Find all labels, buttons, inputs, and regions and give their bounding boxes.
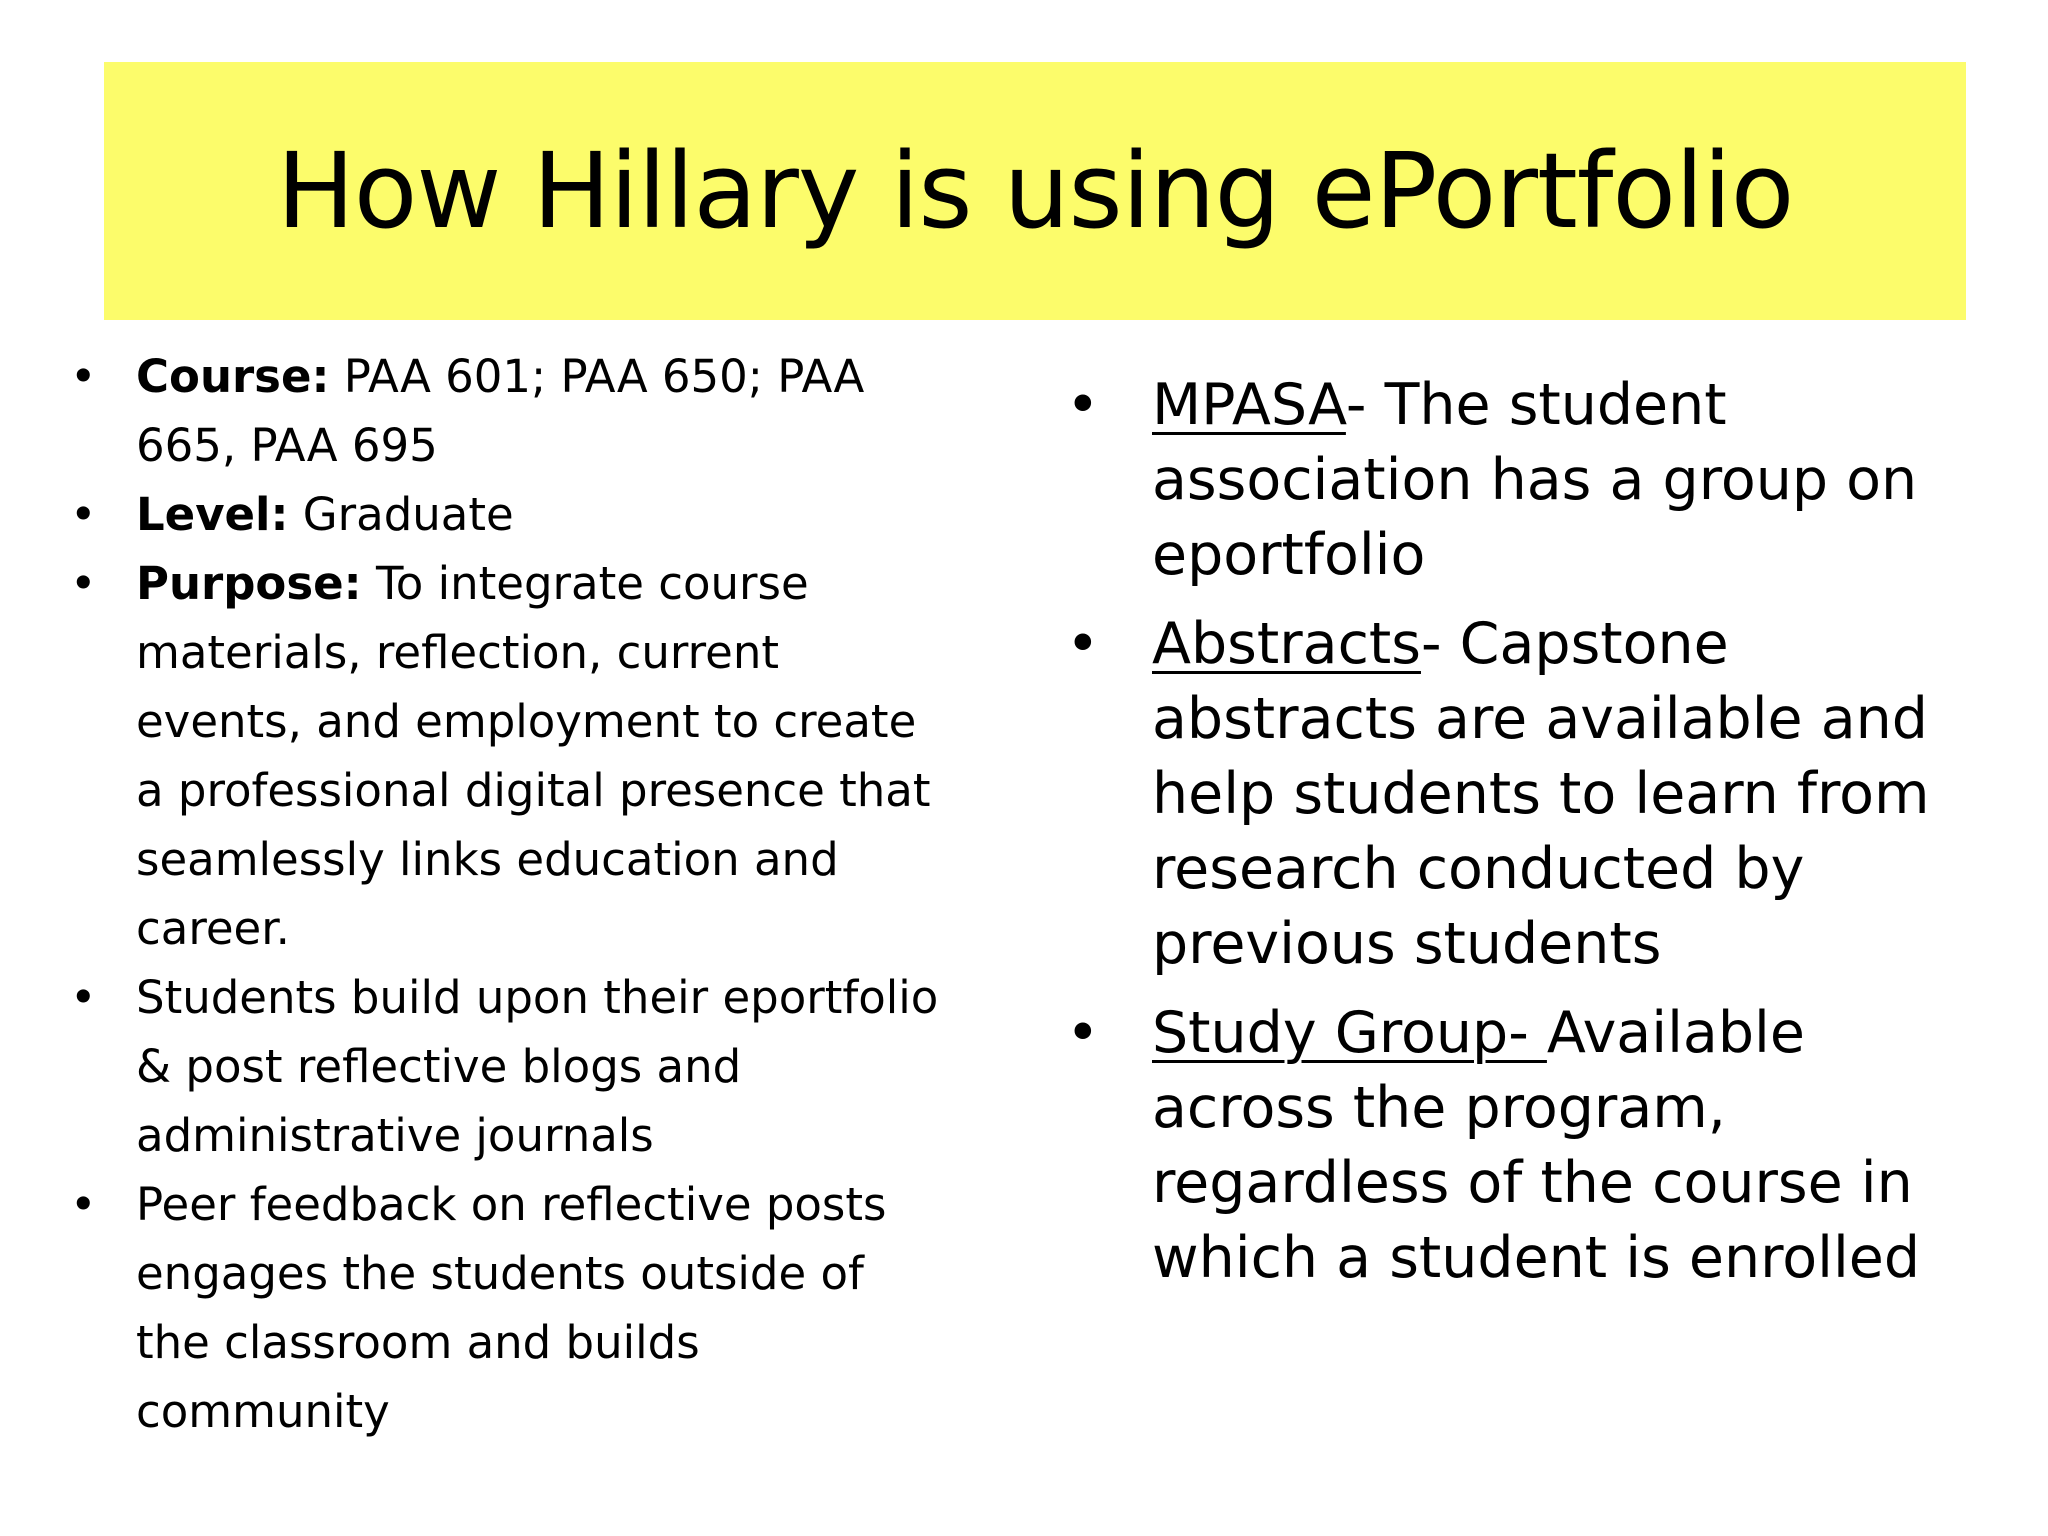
bullet-level (68, 480, 948, 549)
bullet-dot-icon: • (70, 971, 97, 1024)
mpasa-text: - The student association has a group on eportfolio (1152, 372, 1918, 588)
course-text: PAA 601; PAA 650; PAA 665, PAA 695 (136, 350, 865, 472)
students-build-text: Students build upon their eportfolio & post reflective blogs and administrative journals (136, 971, 939, 1162)
mpasa-term: MPASA (1152, 372, 1346, 438)
bullet-dot-icon: • (70, 557, 97, 610)
purpose-text: To integrate course materials, reflection, current events, and employment to create a professional digital presence that seamlessly links education and career. (136, 557, 931, 955)
bullet-students-build (68, 963, 948, 1170)
left-bullet-list (68, 342, 948, 1446)
level-label: Level: (136, 488, 289, 541)
bullet-course (68, 342, 948, 480)
study-group-text: Available across the program, regardless of the course in which a student is enrolled (1152, 1000, 1921, 1291)
title-banner (104, 62, 1966, 320)
slide-title: How Hillary is using ePortfolio (276, 130, 1794, 252)
level-text: Graduate (288, 488, 514, 541)
bullet-dot-icon: • (70, 1178, 97, 1231)
peer-feedback-text: Peer feedback on reflective posts engages the students outside of the classroom and builds community (136, 1178, 887, 1438)
bullet-mpasa (1064, 368, 1994, 593)
right-bullet-list (1064, 368, 1994, 1310)
bullet-dot-icon: • (70, 350, 97, 403)
abstracts-term: Abstracts (1152, 611, 1421, 677)
bullet-purpose (68, 549, 948, 963)
bullet-dot-icon: • (1066, 372, 1100, 438)
abstracts-text: - Capstone abstracts are available and help students to learn from research conducted by previous students (1152, 611, 1930, 977)
study-group-term: Study Group- (1152, 1000, 1547, 1066)
purpose-label: Purpose: (136, 557, 362, 610)
bullet-peer-feedback (68, 1170, 948, 1446)
bullet-dot-icon: • (1066, 611, 1100, 677)
bullet-abstracts (1064, 607, 1994, 982)
course-label: Course: (136, 350, 330, 403)
bullet-dot-icon: • (70, 488, 97, 541)
bullet-study-group (1064, 996, 1994, 1296)
bullet-dot-icon: • (1066, 1000, 1100, 1066)
